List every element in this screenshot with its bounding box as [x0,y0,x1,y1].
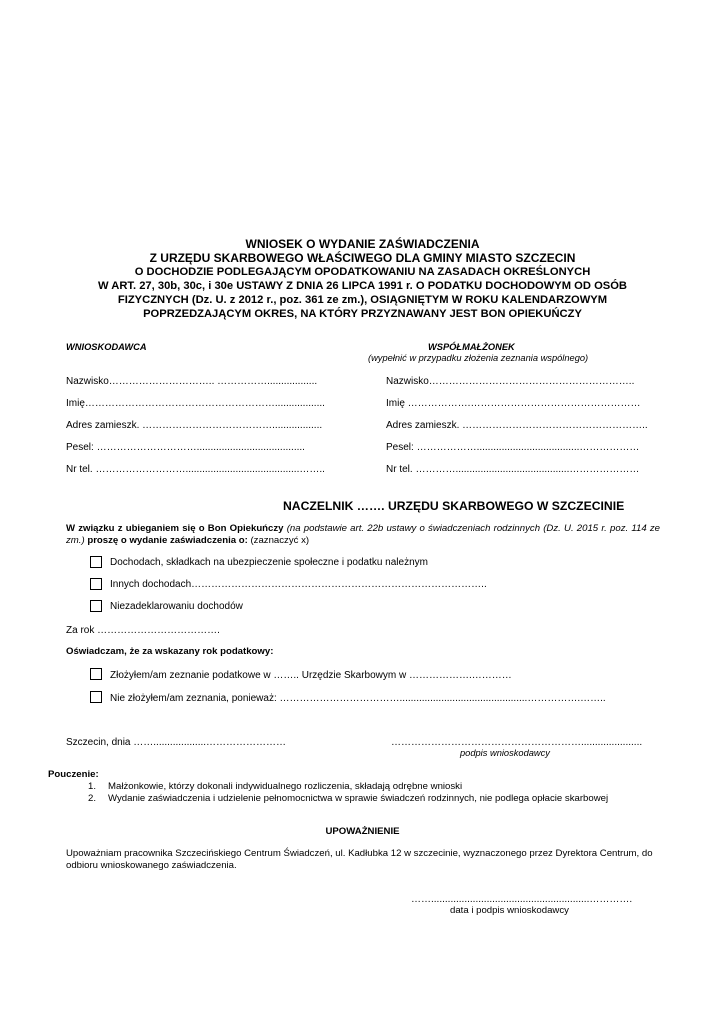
option-undeclared-checkbox[interactable] [90,600,102,612]
request-part-1: W związku z ubieganiem się o Bon Opiekuńczy [66,523,284,534]
spouse-header: WSPÓŁMAŁŻONEK [428,342,515,352]
spouse-pesel-field[interactable]: Pesel: ……………….....................................……………… [386,442,640,453]
applicant-surname-field[interactable]: Nazwisko………………………….. …………….................. [66,376,318,387]
place-date-field[interactable]: Szczecin, dnia ……...................…………………… [66,737,287,748]
instructions-item-2: Wydanie zaświadczenia i udzielenie pełnomocnictwa w sprawie świadczeń rodzinnych, nie podlega opłacie skarbowej [108,793,609,804]
option-other-income-checkbox[interactable] [90,578,102,590]
authorization-signature-line: …….........................................................…………. [411,894,633,905]
instructions-item-1: Małżonkowie, którzy dokonali indywidualnego rozliczenia, składają odrębne wnioski [108,781,463,792]
title-line-2: Z URZĘDU SKARBOWEGO WŁAŚCIWEGO DLA GMINY MIASTO SZCZECIN [149,251,576,265]
spouse-surname-field[interactable]: Nazwisko…………………………………………………….. [386,376,635,387]
spouse-name-field[interactable]: Imię ……………….…………………………………………… [386,398,641,409]
applicant-header: WNIOSKODAWCA [66,342,147,352]
authorization-text: Upoważniam pracownika Szczecińskiego Centrum Świadczeń, ul. Kadłubka 12 w szczecinie, wyznaczonego przez Dyrektora Centrum, do odbioru wnioskowanego zaświadczenia. [66,848,653,871]
request-part-4: (zaznaczyć x) [250,535,310,546]
declare-not-filed-label: Nie złożyłem/am zeznania, ponieważ: ………………………………..............................................…………….…….. [110,693,606,704]
applicant-address-field[interactable]: Adres zamieszk. ………………………………….................. [66,420,323,431]
declare-not-filed-checkbox[interactable] [90,691,102,703]
applicant-signature-line: …………………………………………………...................... [391,737,643,748]
option-income-contrib-label: Dochodach, składkach na ubezpieczenie społeczne i podatku należnym [110,557,428,568]
title-line-6: POPRZEDZAJĄCYM OKRES, NA KTÓRY PRZYZNAWANY JEST BON OPIEKUŃCZY [143,308,582,320]
request-paragraph [66,523,660,547]
applicant-name-field[interactable]: Imię………………………………………………….................. [66,398,325,409]
option-other-income-label: Innych dochodach…………………………………………………………………………….. [110,579,487,590]
title-line-4: W ART. 27, 30b, 30c, i 30e USTAWY Z DNIA 26 LIPCA 1991 r. O PODATKU DOCHODOWYM OD OSÓB [97,280,628,292]
spouse-address-field[interactable]: Adres zamieszk. ……………………………………………….. [386,420,648,431]
title-line-3: O DOCHODZIE PODLEGAJĄCYM OPODATKOWANIU NA ZASADACH OKREŚLONYCH [134,266,591,278]
request-part-3: proszę o wydanie zaświadczenia o: [87,535,251,546]
instructions-header: Pouczenie: [48,769,99,780]
instructions-item-2-number: 2. [88,793,97,804]
applicant-signature-caption: podpis wnioskodawcy [460,748,550,758]
year-field[interactable]: Za rok ………………………………. [66,625,220,636]
title-line-5: FIZYCZNYCH (Dz. U. z 2012 r., poz. 361 ze zm.), OSIĄGNIĘTYM W ROKU KALENDARZOWYM [117,294,608,306]
spouse-phone-field[interactable]: Nr tel. ………….........................................………………… [386,464,640,475]
authorization-header: UPOWAŻNIENIE [325,826,400,837]
applicant-pesel-field[interactable]: Pesel: …………………………....................................... [66,442,305,453]
spouse-note: (wypełnić w przypadku złożenia zeznania wspólnego) [368,353,589,363]
option-undeclared-label: Niezadeklarowaniu dochodów [110,601,243,612]
declare-header: Oświadczam, że za wskazany rok podatkowy: [66,646,274,657]
title-line-1: WNIOSEK O WYDANIE ZAŚWIADCZENIA [245,237,480,251]
declare-filed-checkbox[interactable] [90,668,102,680]
request-part-2: (na podstawie art. 22b ustawy o świadczeniach rodzinnych (Dz. U. 2015 r. poz. 114 ze zm.) [66,523,661,546]
declare-filed-label: Złożyłem/am zeznanie podatkowe w …….. Urzędzie Skarbowym w ……………….………… [110,670,512,681]
instructions-item-1-number: 1. [88,781,97,792]
addressee: NACZELNIK ……. URZĘDU SKARBOWEGO W SZCZECINIE [283,499,625,513]
applicant-phone-field[interactable]: Nr tel. ……………………….........................................…….. [66,464,325,475]
option-income-contrib-checkbox[interactable] [90,556,102,568]
authorization-signature-caption: data i podpis wnioskodawcy [450,905,569,916]
